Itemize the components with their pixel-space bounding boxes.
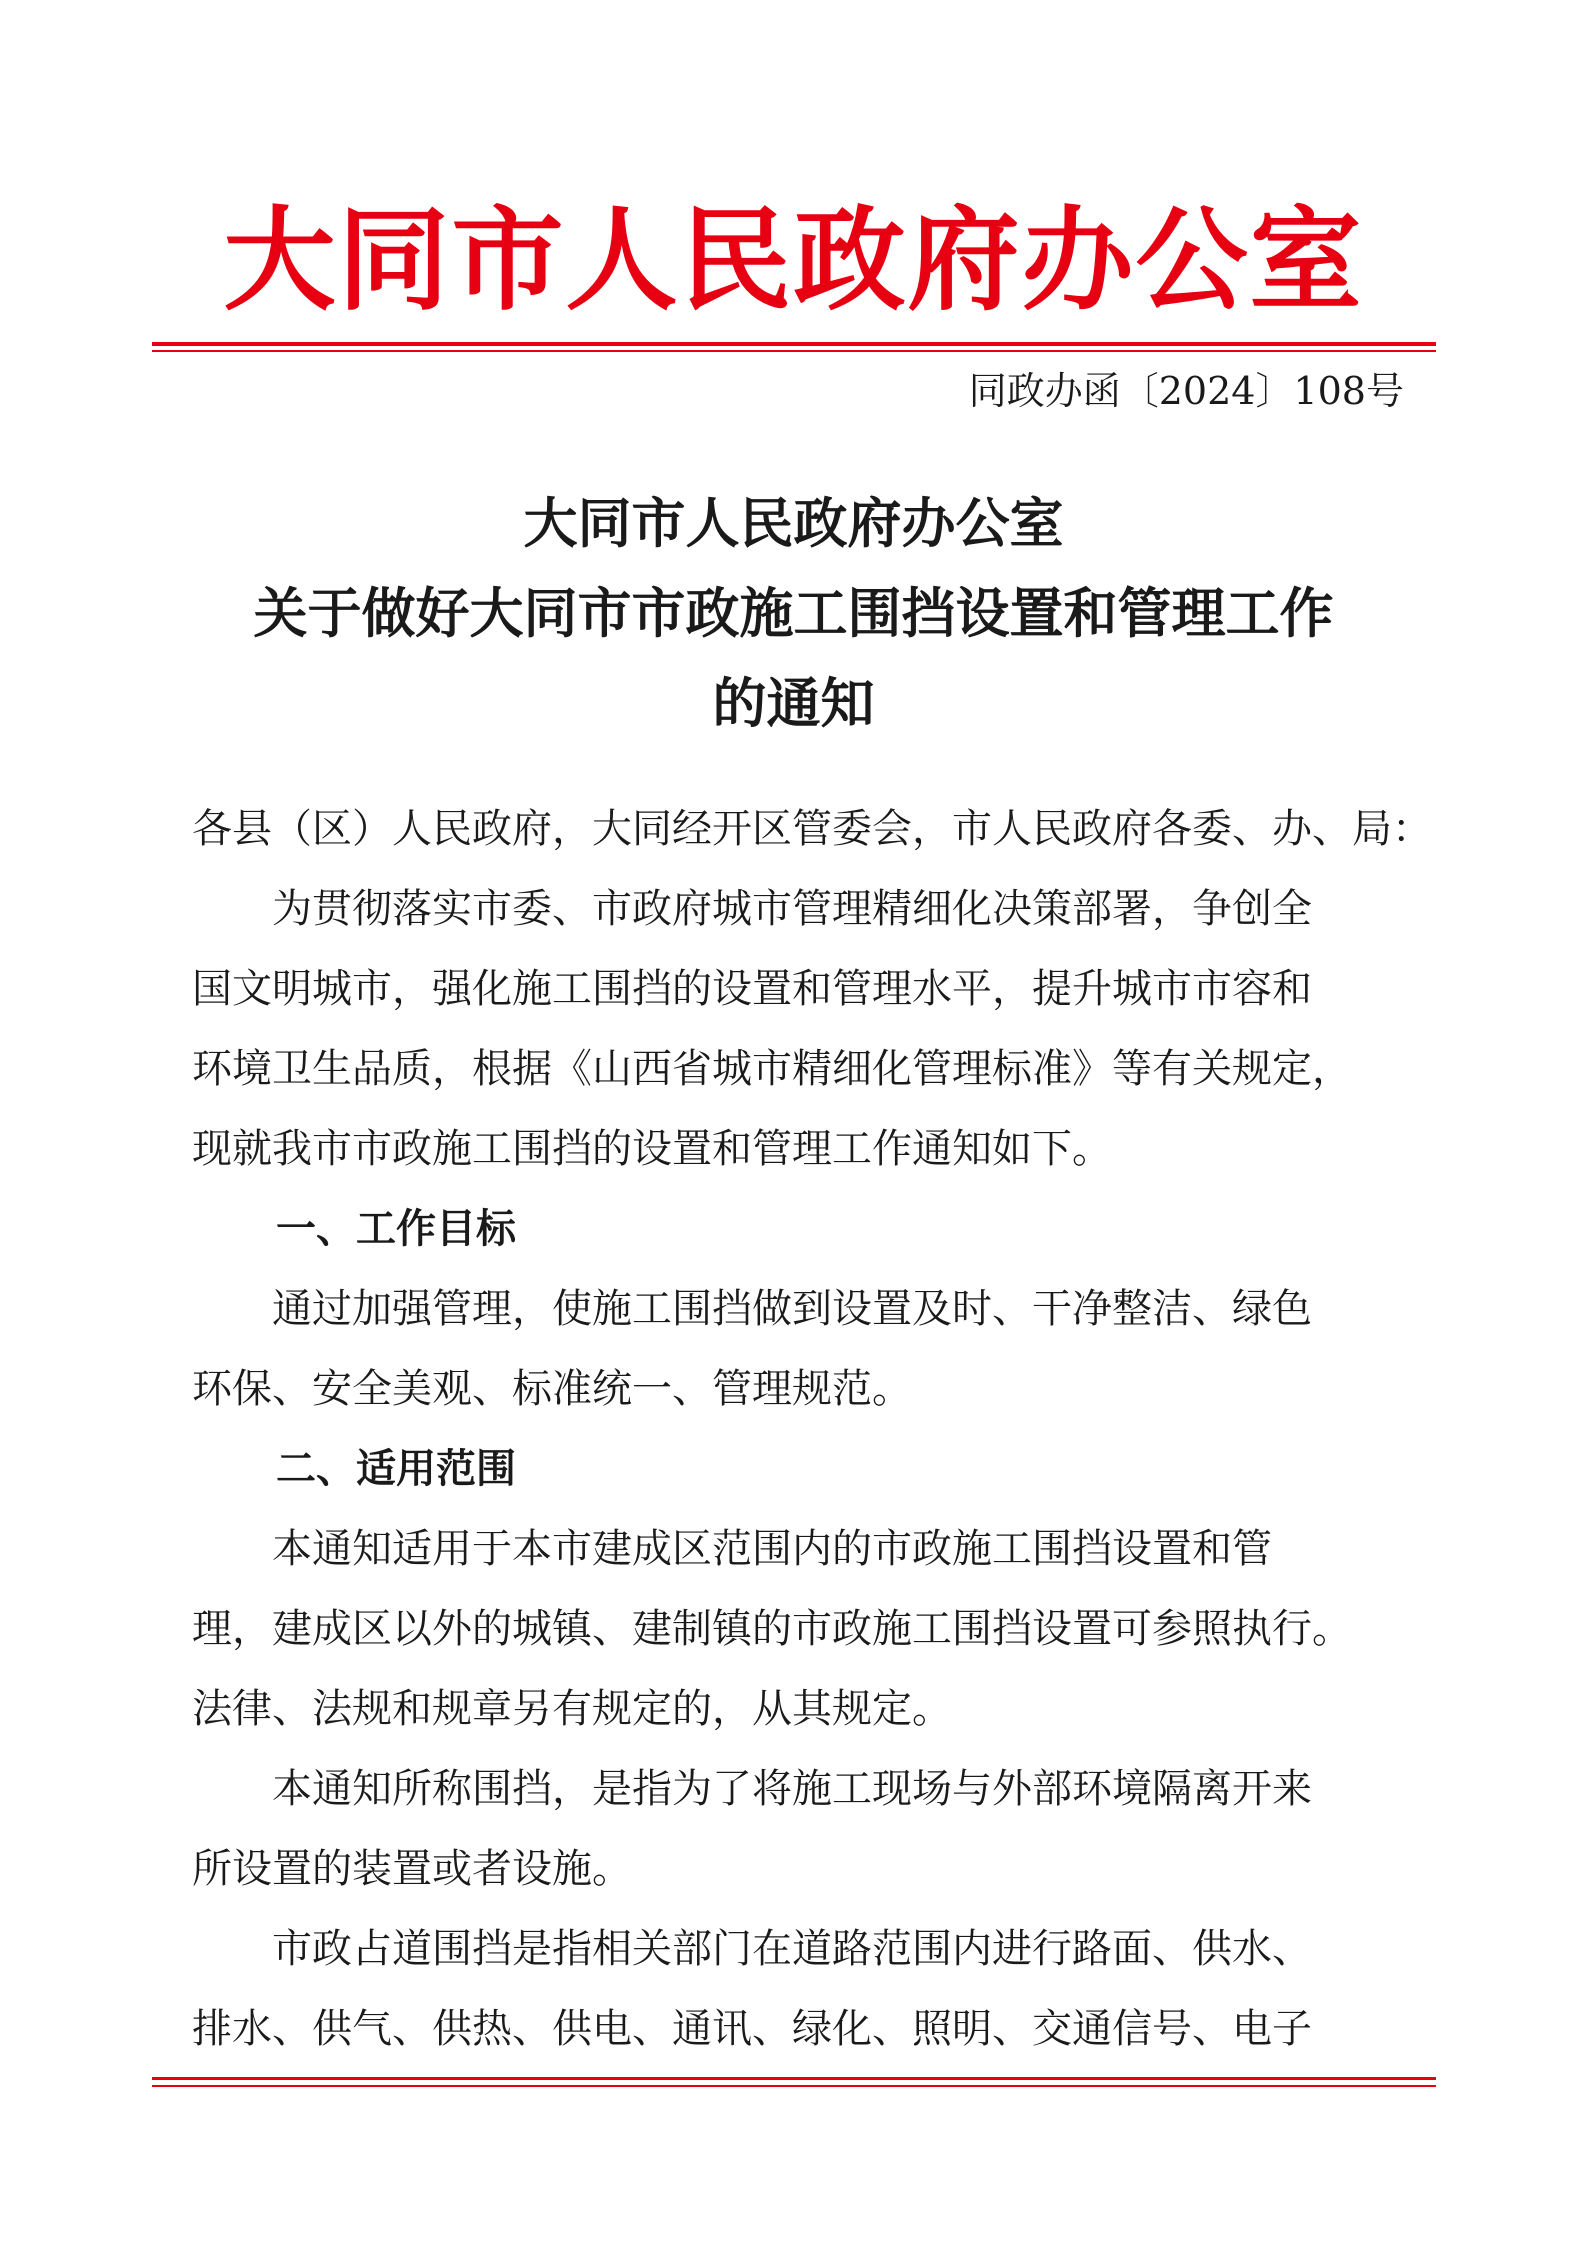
- section-heading: 二、适用范围: [276, 1446, 516, 1492]
- body-line: 本通知适用于本市建成区范围内的市政施工围挡设置和管: [192, 1526, 1272, 1572]
- body-line: 通过加强管理，使施工围挡做到设置及时、干净整洁、绿色: [192, 1286, 1312, 1332]
- section-heading: 一、工作目标: [276, 1206, 516, 1252]
- salutation: 各县（区）人民政府，大同经开区管委会，市人民政府各委、办、局：: [192, 806, 1432, 852]
- body-line: 环保、安全美观、标准统一、管理规范。: [192, 1366, 912, 1412]
- document-title-line: 的通知: [712, 671, 875, 735]
- body-line: 国文明城市，强化施工围挡的设置和管理水平，提升城市市容和: [192, 966, 1312, 1012]
- document-number: 同政办函〔2024〕108号: [968, 369, 1404, 413]
- body-line: 为贯彻落实市委、市政府城市管理精细化决策部署，争创全: [192, 886, 1312, 932]
- body-line: 所设置的装置或者设施。: [192, 1846, 632, 1892]
- masthead-title: 大同市人民政府办公室: [223, 195, 1364, 326]
- body-line: 本通知所称围挡，是指为了将施工现场与外部环境隔离开来: [192, 1766, 1312, 1812]
- body-line: 法律、法规和规章另有规定的，从其规定。: [192, 1686, 952, 1732]
- body-line: 市政占道围挡是指相关部门在道路范围内进行路面、供水、: [192, 1926, 1312, 1972]
- document-title-line: 关于做好大同市市政施工围挡设置和管理工作: [253, 581, 1334, 645]
- footer-rule-thin: [152, 2085, 1436, 2087]
- body-line: 理，建成区以外的城镇、建制镇的市政施工围挡设置可参照执行。: [192, 1606, 1352, 1652]
- footer-rule-thick: [152, 2077, 1436, 2080]
- body-line: 环境卫生品质，根据《山西省城市精细化管理标准》等有关规定，: [192, 1046, 1352, 1092]
- body-line: 现就我市市政施工围挡的设置和管理工作通知如下。: [192, 1126, 1112, 1172]
- document-title-line: 大同市人民政府办公室: [523, 491, 1064, 555]
- masthead-rule-thin: [152, 350, 1436, 352]
- body-line: 排水、供气、供热、供电、通讯、绿化、照明、交通信号、电子: [192, 2006, 1312, 2052]
- masthead-rule-thick: [152, 342, 1436, 346]
